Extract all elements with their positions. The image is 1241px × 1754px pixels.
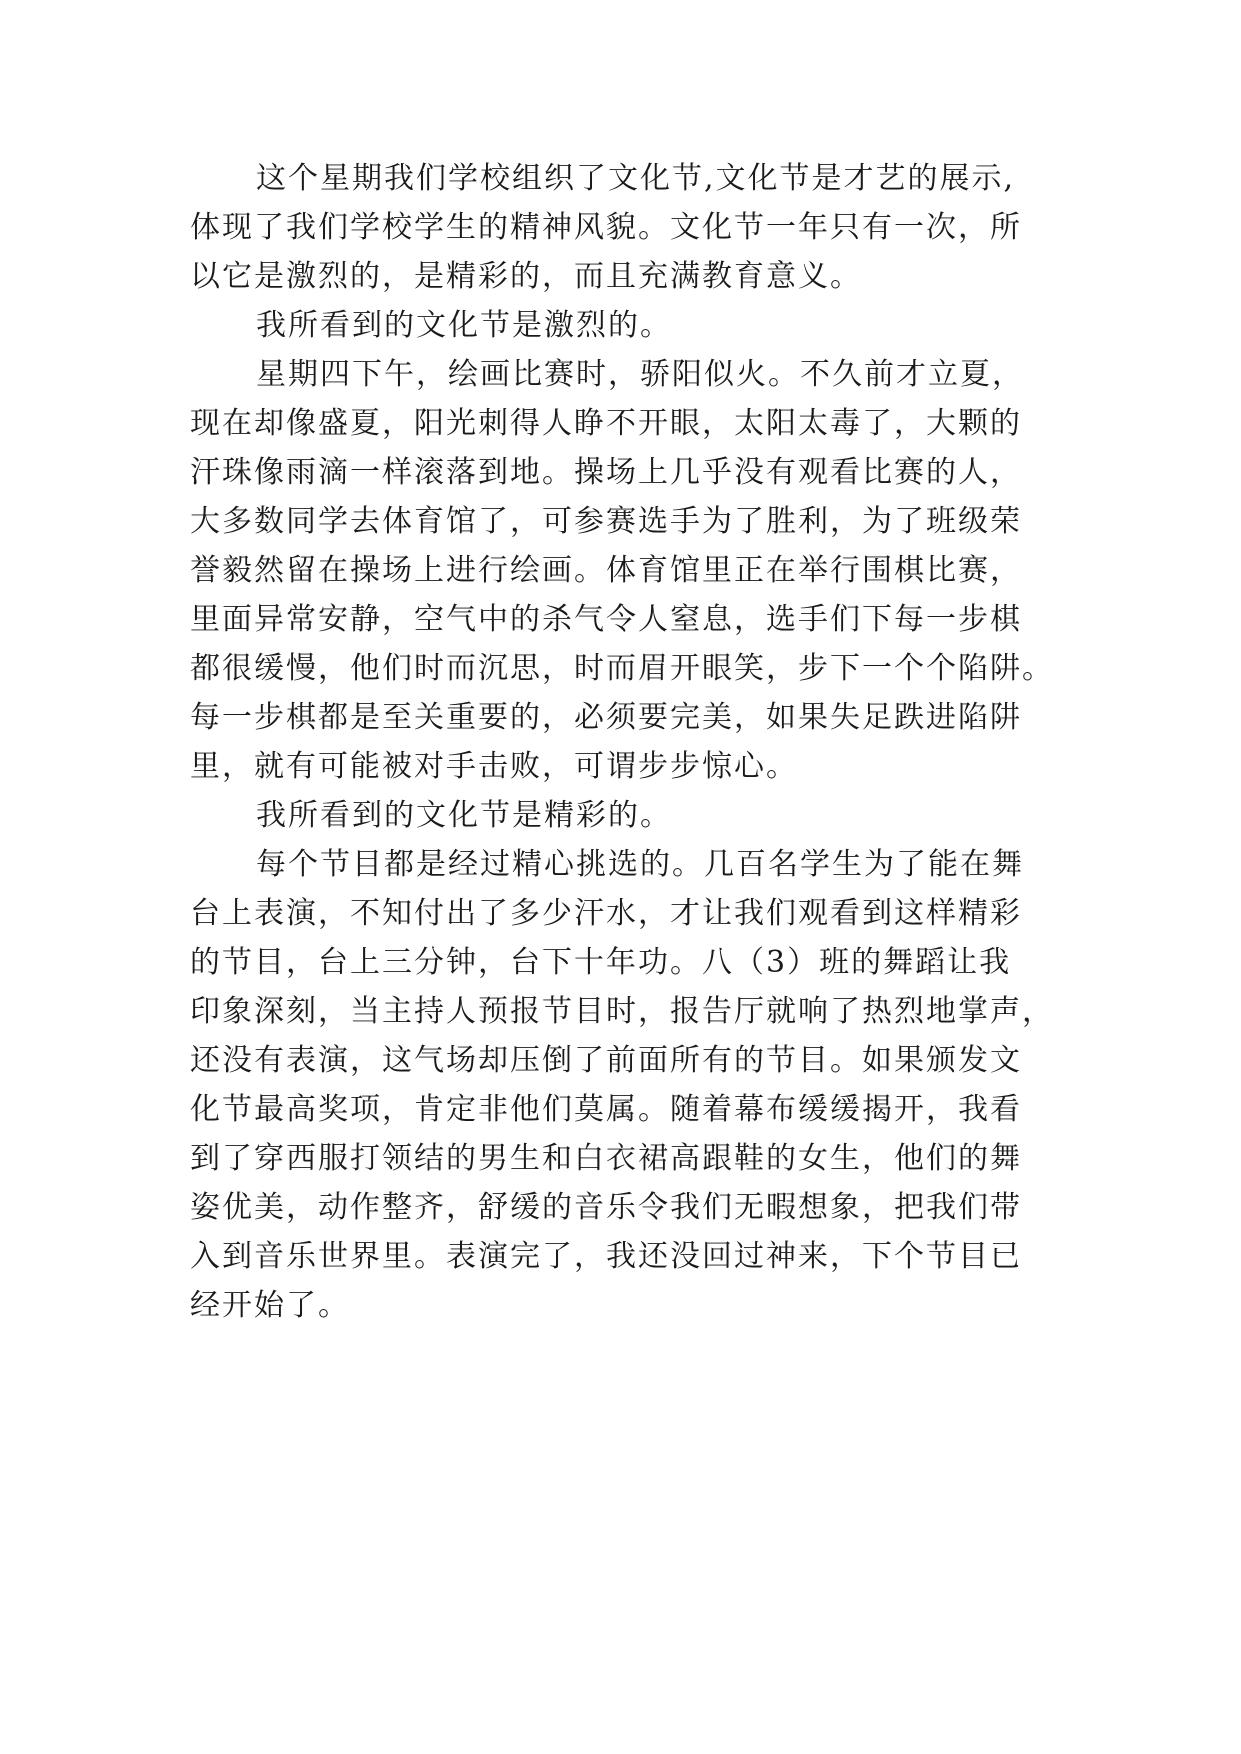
essay-body (190, 154, 1090, 1330)
paragraph-line: 姿优美，动作整齐，舒缓的音乐令我们无暇想象，把我们带 (190, 1190, 1022, 1225)
paragraph-line: 的节目，台上三分钟，台下十年功。八（3）班的舞蹈让我 (190, 945, 1012, 980)
paragraph-line: 化节最高奖项，肯定非他们莫属。随着幕布缓缓揭开，我看 (190, 1092, 1022, 1127)
paragraph-line: 台上表演，不知付出了多少汗水，才让我们观看到这样精彩 (190, 896, 1022, 931)
paragraph-line: 每个节目都是经过精心挑选的。几百名学生为了能在舞 (256, 847, 1024, 882)
paragraph (190, 350, 1090, 791)
paragraph-line: 印象深刻，当主持人预报节目时，报告厅就响了热烈地掌声， (190, 994, 1054, 1029)
paragraph-line: 入到音乐世界里。表演完了，我还没回过神来，下个节目已 (190, 1239, 1022, 1274)
paragraph-line: 里，就有可能被对手击败，可谓步步惊心。 (190, 749, 798, 784)
paragraph-line: 里面异常安静，空气中的杀气令人窒息，选手们下每一步棋 (190, 602, 1022, 637)
paragraph-line: 大多数同学去体育馆了，可参赛选手为了胜利，为了班级荣 (190, 504, 1022, 539)
paragraph-line: 体现了我们学校学生的精神风貌。文化节一年只有一次，所 (190, 210, 1022, 245)
paragraph (190, 840, 1090, 1330)
paragraph-line: 都很缓慢，他们时而沉思，时而眉开眼笑，步下一个个陷阱。 (190, 651, 1054, 686)
paragraph-line: 星期四下午，绘画比赛时，骄阳似火。不久前才立夏， (256, 357, 1024, 392)
paragraph (190, 154, 1090, 301)
paragraph-line: 我所看到的文化节是精彩的。 (256, 798, 672, 833)
paragraph-line: 以它是激烈的，是精彩的，而且充满教育意义。 (190, 259, 862, 294)
paragraph-line: 我所看到的文化节是激烈的。 (256, 308, 672, 343)
paragraph-line: 还没有表演，这气场却压倒了前面所有的节目。如果颁发文 (190, 1043, 1022, 1078)
paragraph-line: 汗珠像雨滴一样滚落到地。操场上几乎没有观看比赛的人， (190, 455, 1022, 490)
paragraph (190, 791, 1090, 840)
paragraph-line: 誉毅然留在操场上进行绘画。体育馆里正在举行围棋比赛， (190, 553, 1022, 588)
paragraph-line: 到了穿西服打领结的男生和白衣裙高跟鞋的女生，他们的舞 (190, 1141, 1022, 1176)
paragraph-line: 现在却像盛夏，阳光刺得人睁不开眼，太阳太毒了，大颗的 (190, 406, 1022, 441)
paragraph (190, 301, 1090, 350)
paragraph-line: 这个星期我们学校组织了文化节,文化节是才艺的展示, (256, 161, 1016, 196)
paragraph-line: 每一步棋都是至关重要的，必须要完美，如果失足跌进陷阱 (190, 700, 1022, 735)
paragraph-line: 经开始了。 (190, 1288, 350, 1323)
